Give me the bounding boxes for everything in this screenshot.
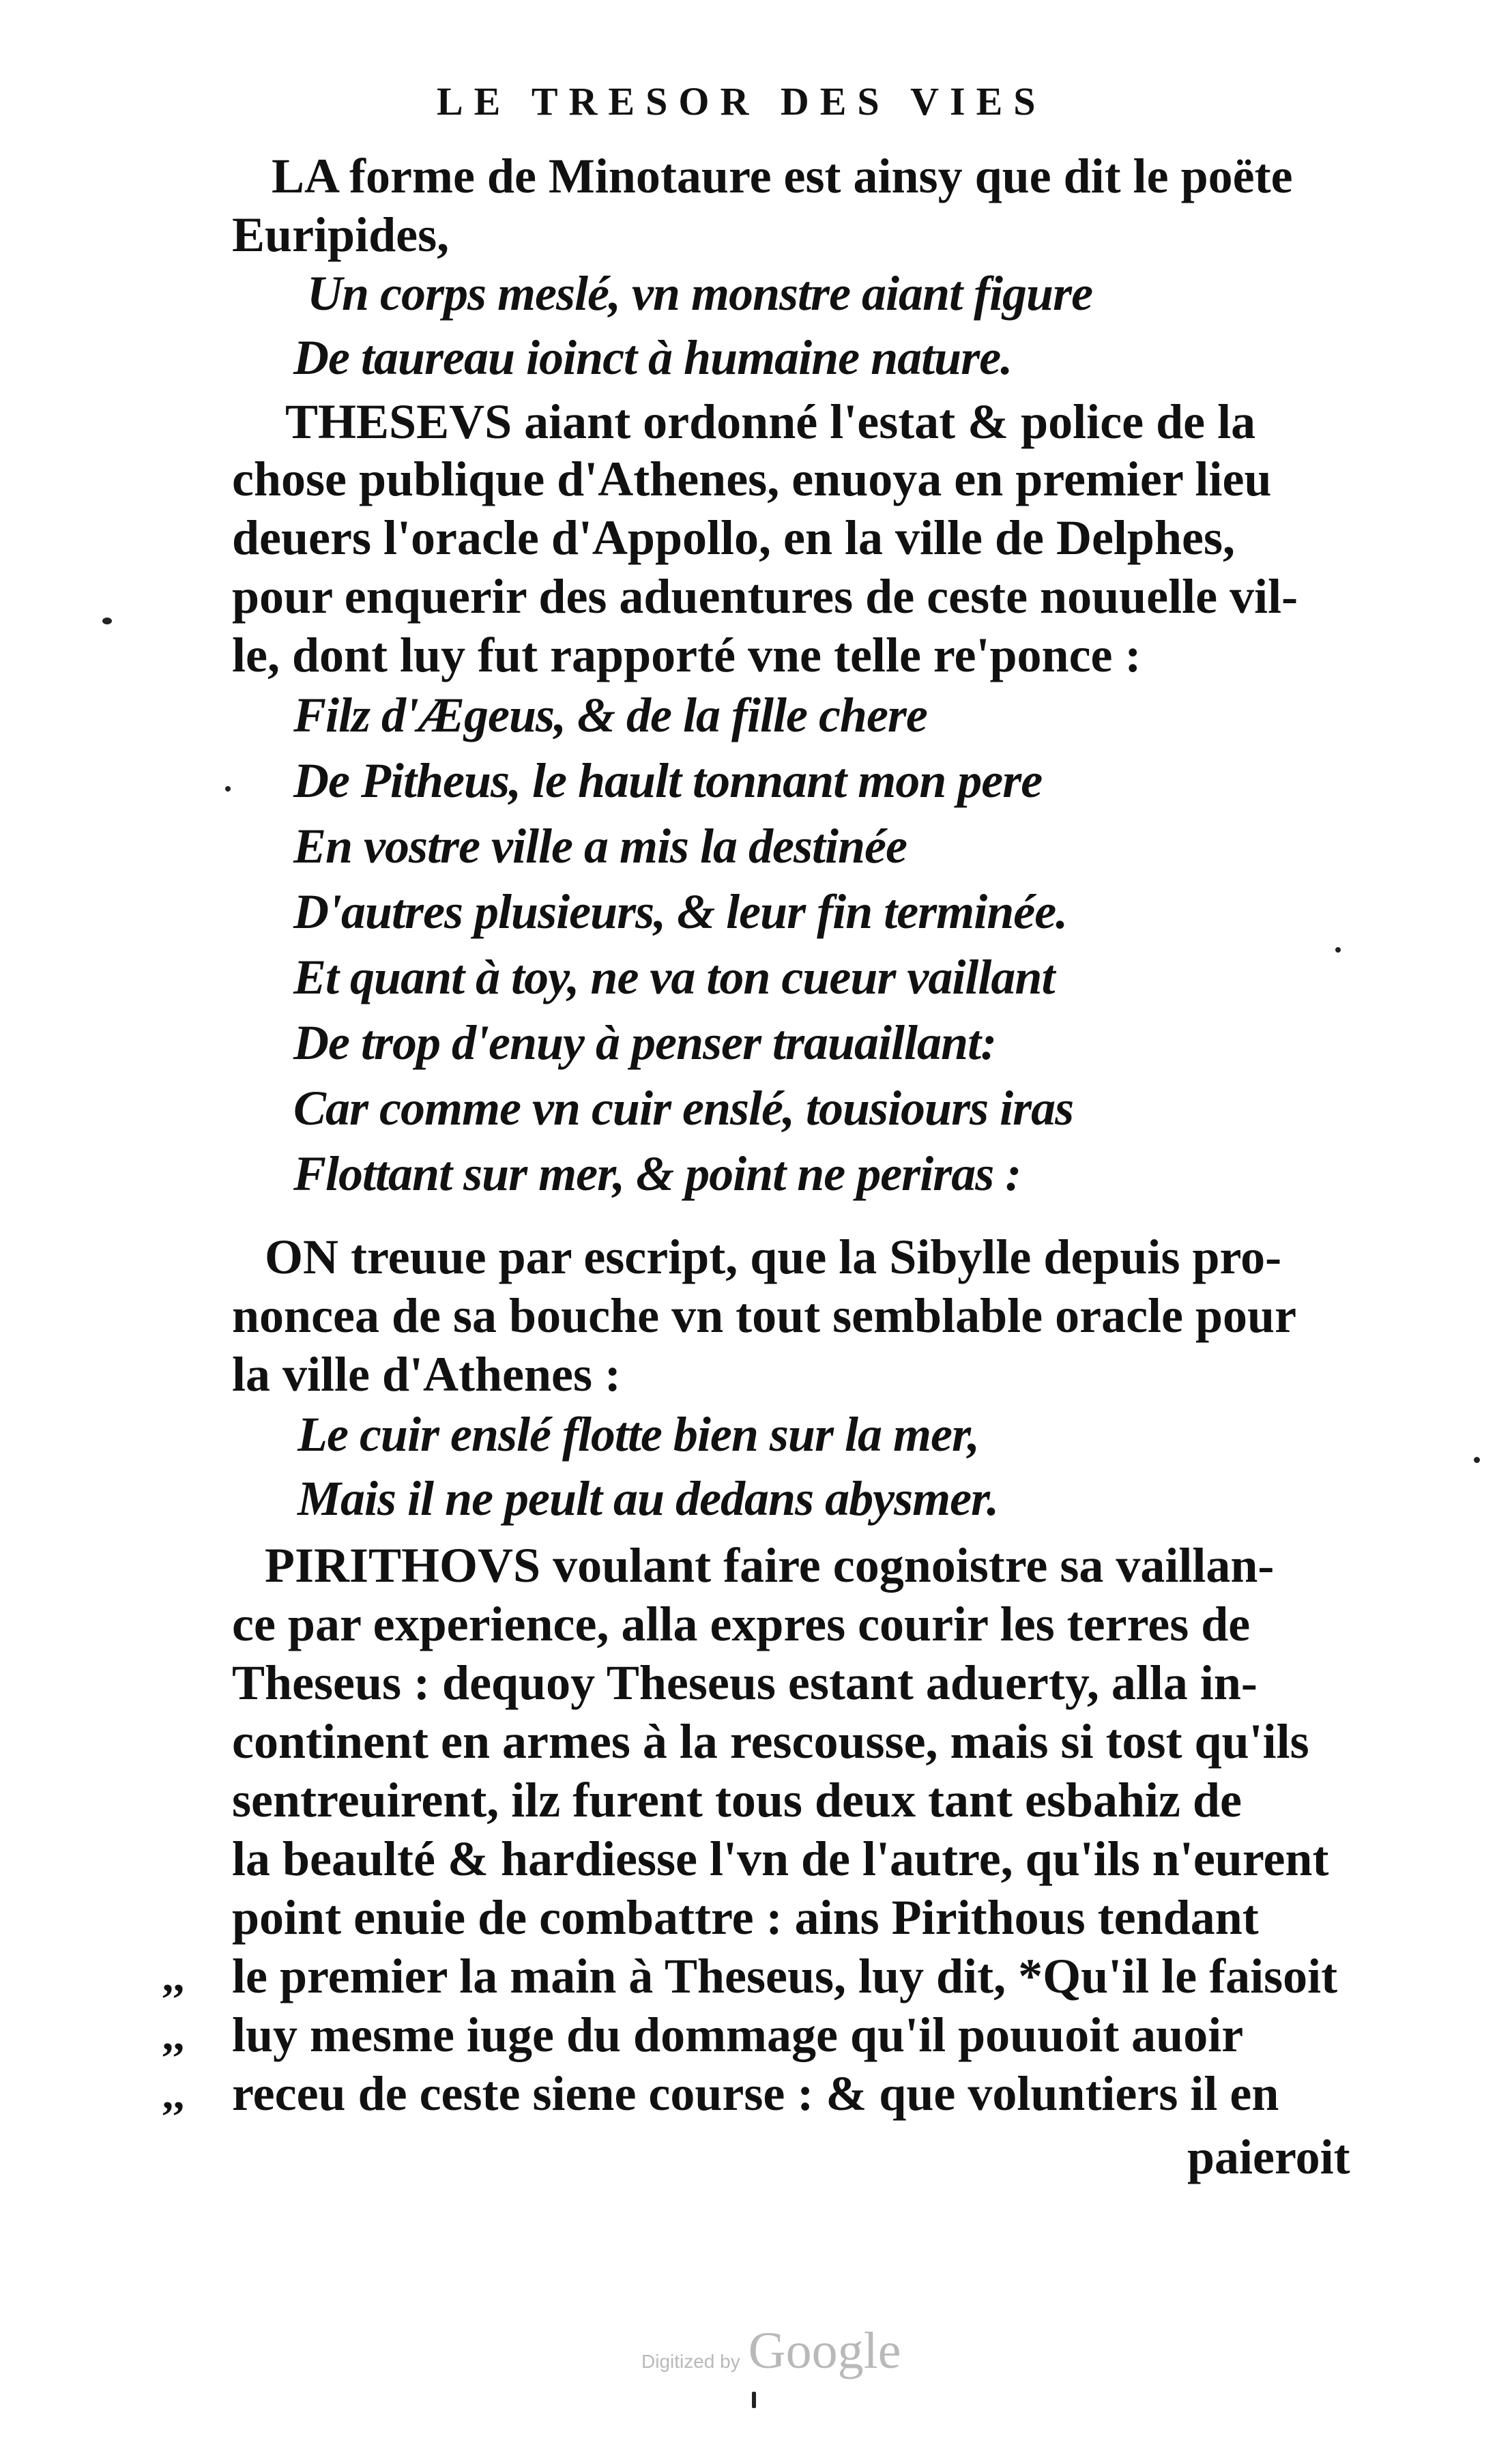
text-line: sentreuirent, ilz furent tous deux tant esbahiz de [232, 1773, 1242, 1827]
verse-line: De trop d'enuy à penser trauaillant: [293, 1015, 997, 1070]
text-line: Euripides, [232, 207, 450, 262]
ink-speck [1474, 1457, 1480, 1463]
text-line: le, dont luy fut rapporté vne telle re'ponce : [232, 628, 1142, 682]
text-line: ce par experience, alla expres courir les terres de [232, 1597, 1251, 1651]
text-line: la beaulté & hardiesse l'vn de l'autre, qu'ils n'eurent [232, 1831, 1329, 1886]
text-line: noncea de sa bouche vn tout semblable oracle pour [232, 1288, 1297, 1343]
text-line: LA forme de Minotaure est ainsy que dit le poëte [272, 149, 1293, 203]
verse-line: Le cuir enslé flotte bien sur la mer, [297, 1407, 979, 1462]
quotation-marker: ,, [162, 2011, 184, 2059]
verse-line: D'autres plusieurs, & leur fin terminée. [293, 884, 1068, 939]
ink-speck [102, 618, 112, 624]
verse-line: Flottant sur mer, & point ne periras : [293, 1146, 1021, 1201]
text-line: receu de ceste siene course : & que voluntiers il en [232, 2066, 1279, 2121]
watermark-prefix: Digitized by [641, 2351, 740, 2372]
ink-speck [225, 786, 231, 792]
text-line: la ville d'Athenes : [232, 1347, 621, 1402]
verse-line: De Pitheus, le hault tonnant mon pere [293, 753, 1043, 808]
verse-line: Car comme vn cuir enslé, tousiours iras [293, 1081, 1074, 1135]
verse-line: De taureau ioinct à humaine nature. [293, 330, 1013, 385]
google-logo: Google [748, 2322, 901, 2379]
verse-line: Mais il ne peult au dedans abysmer. [297, 1471, 999, 1526]
text-line: continent en armes à la rescousse, mais si tost qu'ils [232, 1714, 1309, 1769]
ink-speck [1335, 947, 1341, 953]
verse-line: En vostre ville a mis la destinée [293, 819, 907, 873]
verse-line: Filz d'Ægeus, & de la fille chere [293, 688, 927, 742]
ink-speck [752, 2392, 756, 2408]
verse-line: Un corps meslé, vn monstre aiant figure [307, 266, 1093, 321]
text-line: luy mesme iuge du dommage qu'il pouuoit auoir [232, 2008, 1244, 2062]
text-line: PIRITHOVS voulant faire cognoistre sa vaillan- [265, 1538, 1275, 1593]
text-line: THESEVS aiant ordonné l'estat & police de la [285, 394, 1256, 449]
text-line: pour enquerir des aduentures de ceste nouuelle vil- [232, 569, 1298, 624]
verse-line: Et quant à toy, ne va ton cueur vaillant [293, 950, 1055, 1004]
text-line: Theseus : dequoy Theseus estant aduerty, alla in- [232, 1655, 1257, 1710]
text-line: point enuie de combattre : ains Pirithous tendant [232, 1890, 1259, 1945]
running-head: LE TRESOR DES VIES [437, 79, 1047, 124]
text-line: chose publique d'Athenes, enuoya en premier lieu [232, 452, 1272, 506]
quotation-marker: ,, [162, 1952, 184, 2001]
text-line: deuers l'oracle d'Appollo, en la ville de Delphes, [232, 510, 1235, 565]
digitized-by-google-watermark [641, 2321, 901, 2381]
text-line: ON treuue par escript, que la Sibylle depuis pro- [265, 1230, 1282, 1284]
catchword: paieroit [1187, 2130, 1350, 2184]
quotation-marker: ,, [162, 2070, 184, 2118]
text-line: le premier la main à Theseus, luy dit, *Qu'il le faisoit [232, 1949, 1338, 2003]
